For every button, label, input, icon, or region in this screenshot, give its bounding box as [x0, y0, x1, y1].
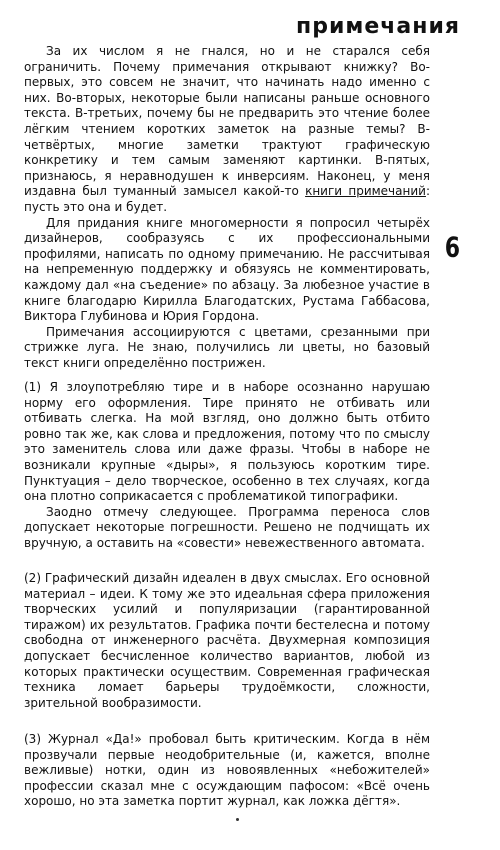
note-1-text: Я злоупотребляю тире и в наборе осознанно нарушаю норму его оформления. Тире принято не отбивать или отбивать слегка. На мой взгляд, оно должно быть отбито ровно так же, как слова и предложения, потому что по смыслу это заменитель слова или даже фразы. Чтобы в наборе не возникали крупные «дыры», я пользуюсь коротким тире. Пунктуация – дело творческое, особенно в тех случаях, когда она плотно соприкасается с проблематикой типографики.	[24, 380, 430, 504]
note-3-paragraph-1	[24, 732, 430, 810]
intro-paragraph-1-text: За их числом я не гнался, но и не старался себя ограничить. Почему примечания открывают книжку? Во-первых, это совсем не значит, что начинать надо именно с них. Во-вторых, некоторые были написаны раньше основного текста. В-третьих, почему бы не предварить это чтение более лёгким чтением коротких заметок на разные темы? В-четвёртых, многие заметки трактуют графическую конкретику и тем самым заменяют картинки. В-пятых, признаюсь, я неравнодушен к инверсиям. Наконец, у меня издавна был туманный замысел какой-то	[24, 44, 430, 199]
note-1-marker: (1)	[24, 380, 41, 394]
intro-underlined-phrase: книги примечаний	[305, 184, 426, 199]
note-1	[24, 380, 430, 552]
note-3-marker: (3)	[24, 732, 41, 746]
intro-paragraph-1	[24, 44, 430, 216]
note-1-paragraph-2: Заодно отмечу следующее. Программа переноса слов допускает некоторые погрешности. Решено не подчищать их вручную, а оставить на «совести» невежественного автомата.	[24, 504, 430, 550]
note-2-text: Графический дизайн идеален в двух смыслах. Его основной материал – идеи. К тому же это идеальная сфера приложения творческих усилий и популяризации (гарантированной тиражом) их результатов. Графика почти бестелесна и потому свободна от инженерного расчёта. Двухмерная композиция допускает бесчисленное количество вариантов, любой из которых практически осуществим. Современная графическая техника ломает барьеры трудоёмкости, сложности, зрительной вообразимости.	[24, 571, 430, 710]
intro-text	[24, 44, 430, 371]
note-2	[24, 571, 430, 711]
intro-paragraph-3: Примечания ассоциируются с цветами, срезанными при стрижке луга. Не знаю, получились ли цветы, но базовый текст книги определённо пострижен.	[24, 324, 430, 370]
page-header-title: примечания	[296, 14, 460, 39]
page-section-marker: 6	[444, 232, 460, 265]
footer-dot	[236, 818, 239, 821]
note-2-paragraph-1	[24, 571, 430, 711]
intro-paragraph-1-tail: : пусть это она и будет.	[24, 184, 430, 214]
note-2-marker: (2)	[24, 571, 41, 585]
note-3-text: Журнал «Да!» пробовал быть критическим. Когда в нём прозвучали первые неодобрительные (и, кажется, вполне вежливые) нотки, один из новоявленных «небожителей» профессии сказал мне с осуждающим пафосом: «Всё очень хорошо, но эта заметка портит журнал, как ложка дёгтя».	[24, 732, 430, 809]
note-1-paragraph-1	[24, 380, 430, 505]
intro-paragraph-2: Для придания книге многомерности я попросил четырёх дизайнеров, сообразуясь с их профессиональными профилями, написать по одному примечанию. Не рассчитывая на непременную поддержку и обязуясь не комментировать, каждому дал «на съедение» по абзацу. За любезное участие в книге благодарю Кирилла Благодатских, Рустама Габбасова, Виктора Глубинова и Юрия Гордона.	[24, 215, 430, 324]
note-3	[24, 732, 430, 810]
